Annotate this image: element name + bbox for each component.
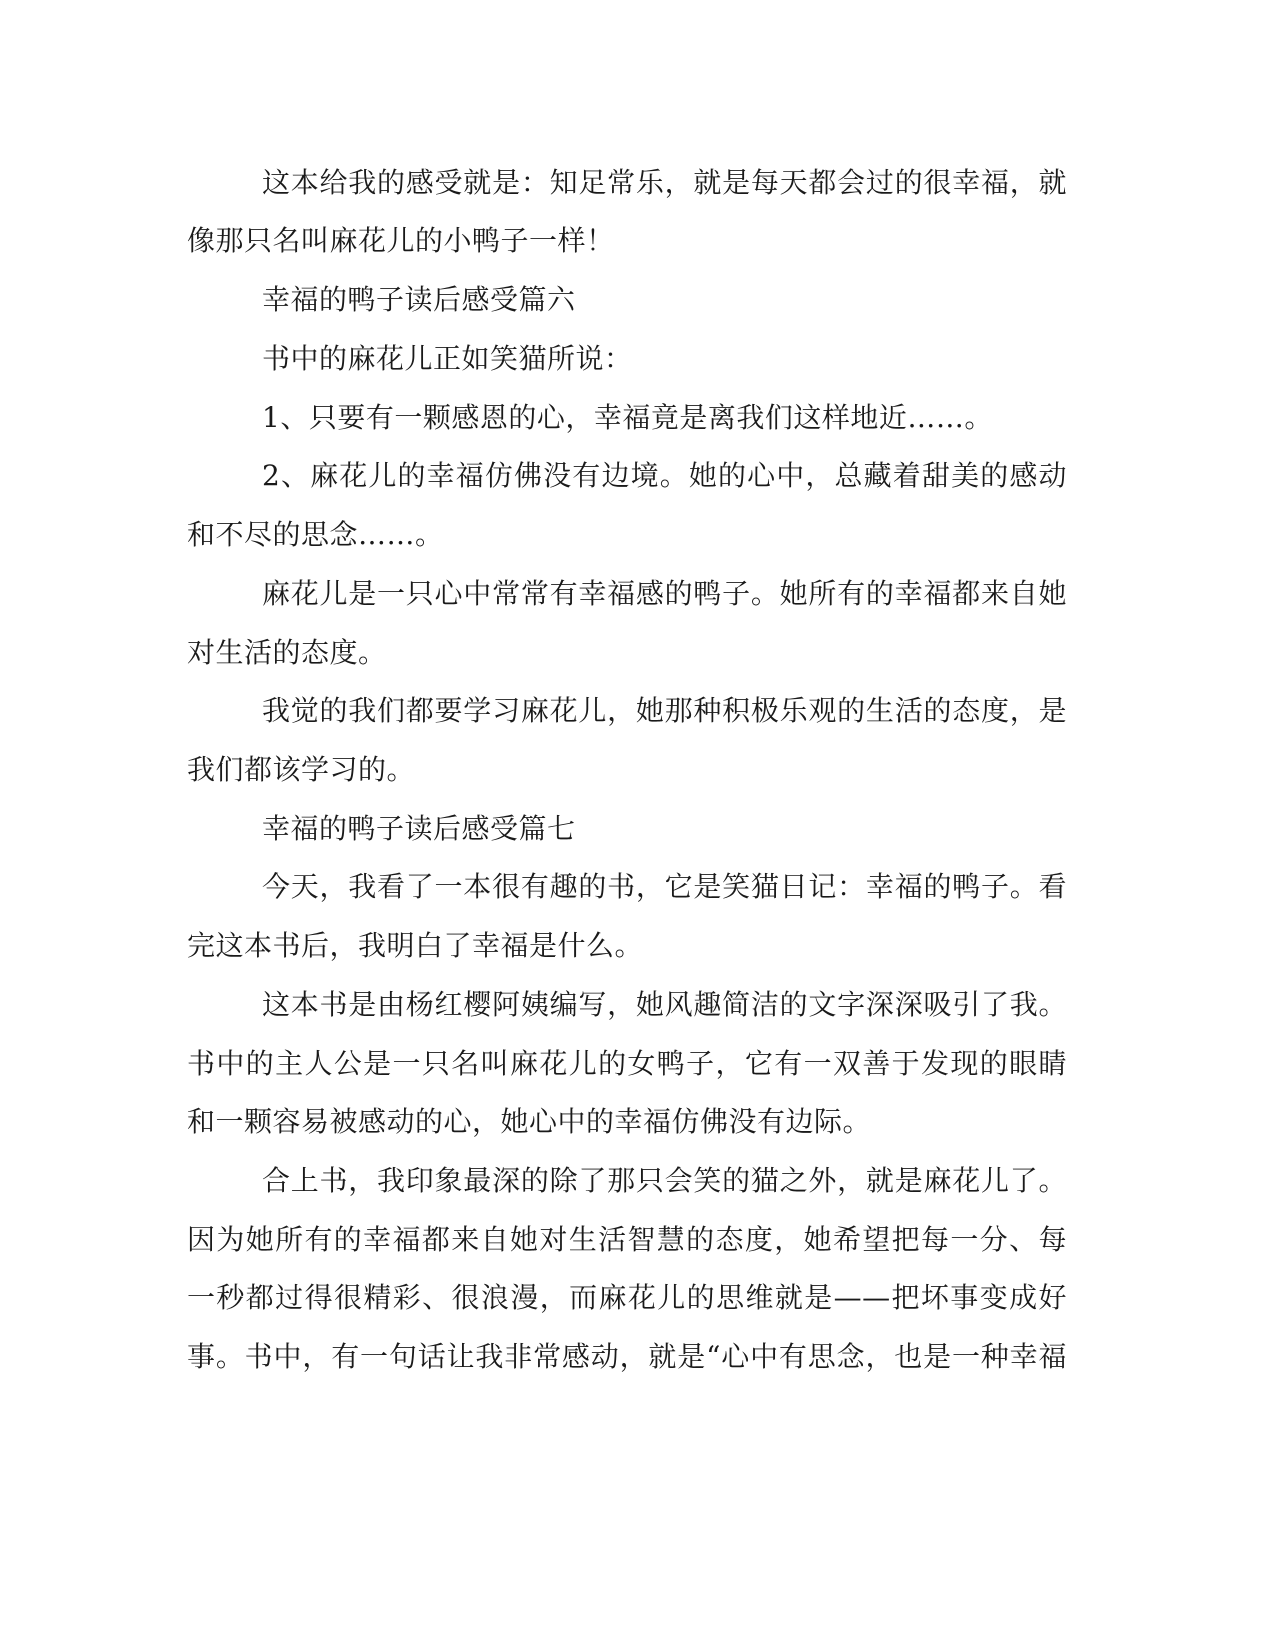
paragraph-line: 合上书，我印象最深的除了那只会笑的猫之外，就是麻花儿了。 [262,1164,1067,1197]
paragraph-line: 麻花儿是一只心中常常有幸福感的鸭子。她所有的幸福都来自她 [262,577,1067,610]
paragraph-line: 对生活的态度。 [187,636,387,669]
paragraph-line: 书中的麻花儿正如笑猫所说： [262,342,633,375]
paragraph-line: 我们都该学习的。 [187,753,416,786]
paragraph-line: 和一颗容易被感动的心，她心中的幸福仿佛没有边际。 [187,1105,872,1138]
paragraph-line: 这本给我的感受就是：知足常乐，就是每天都会过的很幸福，就 [262,166,1067,199]
section-heading: 幸福的鸭子读后感受篇七 [262,812,576,845]
paragraph-line: 一秒都过得很精彩、很浪漫，而麻花儿的思维就是——把坏事变成好 [187,1281,1067,1314]
paragraph-line: 完这本书后，我明白了幸福是什么。 [187,929,644,962]
list-item: 1、只要有一颗感恩的心，幸福竟是离我们这样地近……。 [262,401,993,434]
paragraph-line: 事。书中，有一句话让我非常感动，就是“心中有思念，也是一种幸福 [187,1340,1067,1373]
paragraph-line: 书中的主人公是一只名叫麻花儿的女鸭子，它有一双善于发现的眼睛 [187,1047,1067,1080]
list-item-continuation: 和不尽的思念……。 [187,518,444,551]
list-item: 2、麻花儿的幸福仿佛没有边境。她的心中，总藏着甜美的感动 [262,459,1067,492]
paragraph-line: 今天，我看了一本很有趣的书，它是笑猫日记：幸福的鸭子。看 [262,870,1067,903]
paragraph-line: 我觉的我们都要学习麻花儿，她那种积极乐观的生活的态度，是 [262,694,1067,727]
paragraph-line: 这本书是由杨红樱阿姨编写，她风趣简洁的文字深深吸引了我。 [262,988,1067,1021]
paragraph-line: 因为她所有的幸福都来自她对生活智慧的态度，她希望把每一分、每 [187,1223,1067,1256]
section-heading: 幸福的鸭子读后感受篇六 [262,283,576,316]
paragraph-line: 像那只名叫麻花儿的小鸭子一样！ [187,224,615,257]
